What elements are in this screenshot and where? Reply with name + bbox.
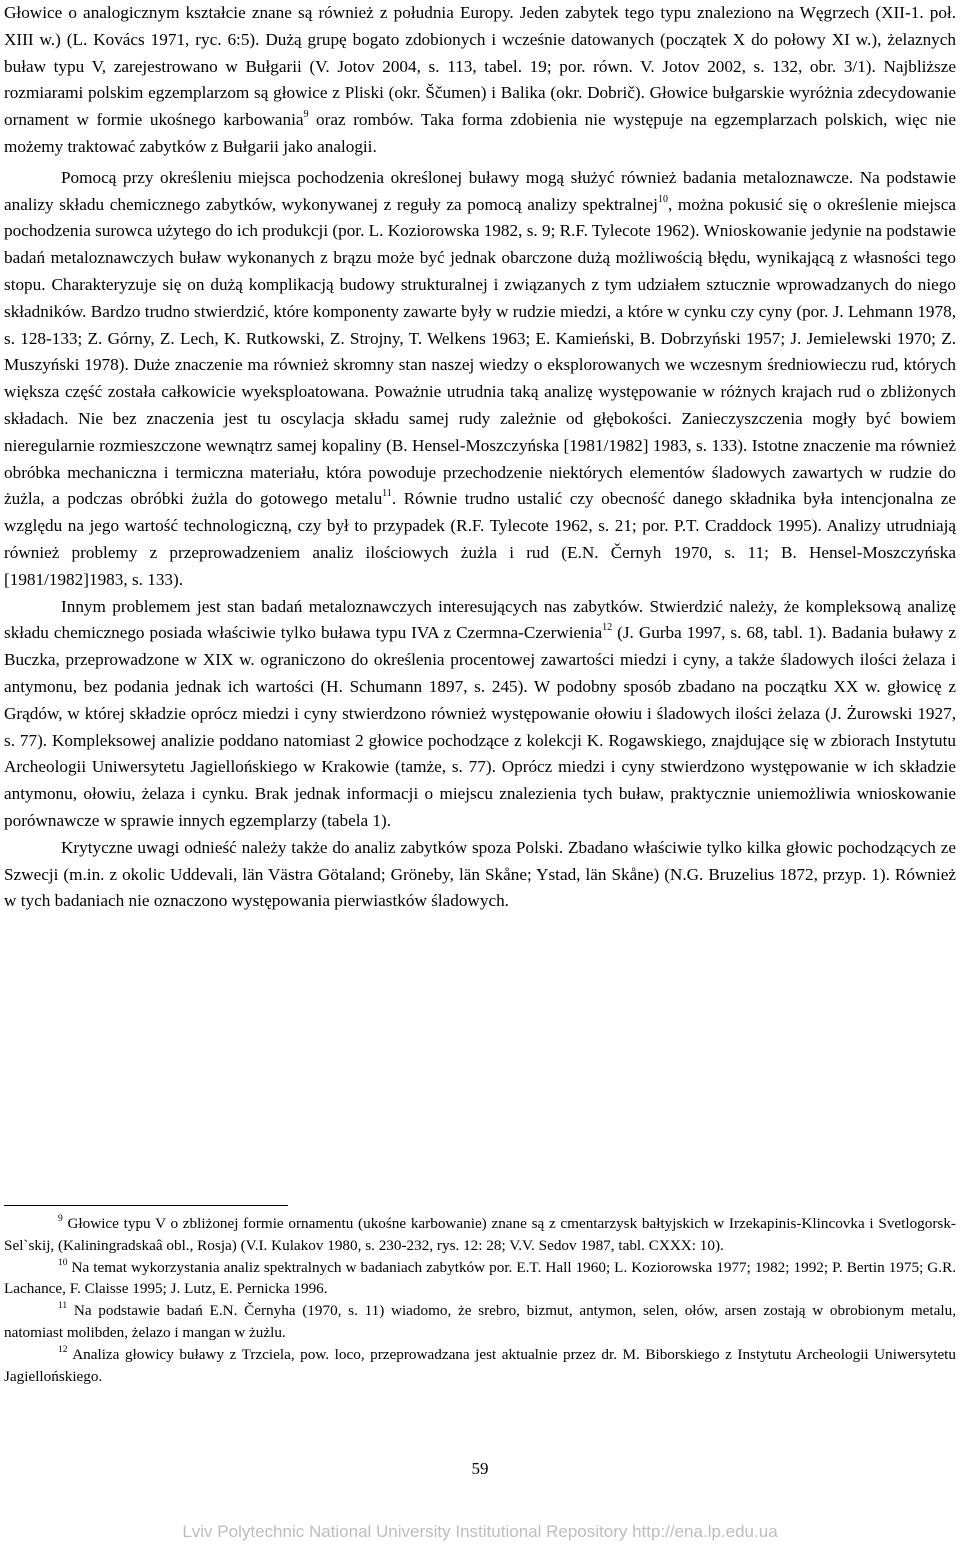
main-text — [4, 0, 956, 915]
footnote-9: $^9$ Głowice typu V o zbliżonej formie ornamentu (ukośne karbowanie) znane są z cmentarzysk bałtyjskich w Irzekapinis-Klincovka i Svetlogorsk-Sel`skij, (Kaliningradskaâ obl., Rosja) (V.I. Kulakov 1980, s. 230-232, rys. 12: 28; V.V. Sedov 1987, tabl. CXXX: 10). — [4, 1214, 956, 1254]
footnote-12: $^{12}$ Analiza głowicy buławy z Trzciela, pow. loco, przeprowadzana jest aktualnie przez dr. M. Biborskiego z Instytutu Archeologii Uniwersytetu Jagiellońskiego. — [4, 1344, 956, 1385]
footnote-separator — [4, 1205, 288, 1206]
paragraph-1: Głowice o analogicznym kształcie znane są również z południa Europy. Jeden zabytek tego typu znaleziono na Węgrzech (XII-1. poł. XIII w.) (L. Kovács 1971, ryc. 6:5). Dużą grupę bogato zdobionych i wcześnie datowanych (początek X do połowy XI w.), żelaznych buław typu V, zarejestrowano w Bułgarii (V. Jotov 2004, s. 113, tabel. 19; por. równ. V. Jotov 2002, s. 132, obr. 3/1). Najbliższe rozmiarami polskim egzemplarzom są głowice z Pliski (okr. Ščumen) i Balika (okr. Dobrič). Głowice bułgarskie wyróżnia zdecydowanie ornament w formie ukośnego karbowania$^9$ oraz rombów. Taka forma zdobienia nie występuje na egzemplarzach polskich, więc nie możemy traktować zabytków z Bułgarii jako analogii. — [4, 3, 957, 156]
footnote-ref-10[interactable]: 10 — [657, 193, 668, 205]
footnote-10: $^{10}$ Na temat wykorzystania analiz spektralnych w badaniach zabytków por. E.T. Hall 1960; L. Koziorowska 1977; 1982; 1992; P. Bertin 1975; G.R. Lachance, F. Claisse 1995; J. Lutz, E. Pernicka 1996. — [4, 1257, 956, 1298]
repository-footer[interactable]: Lviv Polytechnic National University Institutional Repository http://ena.lp.edu.ua — [182, 1522, 778, 1541]
paragraph-3: Innym problemem jest stan badań metaloznawczych interesujących nas zabytków. Stwierdzić należy, że kompleksową analizę składu chemicznego posiada właściwie tylko buława typu IVA z Czermna-Czerwienia$^{12}$ (J. Gurba 1997, s. 68, tabl. 1). Badania buławy z Buczka, przeprowadzone w XIX w. ograniczono do określenia procentowej zawartości miedzi i cyny, a także śladowych ilości żelaza i antymonu, bez podania jednak ich wartości (H. Schumann 1897, s. 245). W podobny sposób zbadano na początku XX w. głowicę z Grądów, w której składzie oprócz miedzi i cyny stwierdzono również występowanie ołowiu i śladowych ilości żelaza (J. Żurowski 1927, s. 77). Kompleksowej analizie poddano natomiast 2 głowice pochodzące z kolekcji K. Rogawskiego, znajdujące się w zbiorach Instytutu Archeologii Uniwersytetu Jagiellońskiego w Krakowie (tamże, s. 77). Oprócz miedzi i cyny stwierdzono występowanie w ich składzie antymonu, ołowiu, żelaza i cynku. Brak jednak informacji o miejscu znalezienia tych buław, praktycznie uniemożliwia wnioskowanie porównawcze w sprawie innych egzemplarzy (tabela 1). — [4, 596, 956, 830]
footnote-ref-11[interactable]: 11 — [382, 488, 392, 500]
footnotes — [4, 1213, 956, 1387]
page-number: 59 — [471, 1459, 489, 1478]
footnote-11: $^{11}$ Na podstawie badań E.N. Černyha (1970, s. 11) wiadomo, że srebro, bizmut, antymon, selen, ołów, arsen zostają w obrobionym metalu, natomiast molibden, żelazo i mangan w żużlu. — [4, 1301, 956, 1341]
footnote-ref-12[interactable]: 12 — [602, 622, 613, 634]
footnote-ref-9[interactable]: 9 — [303, 109, 309, 121]
paragraph-2: Pomocą przy określeniu miejsca pochodzenia określonej buławy mogą służyć również badania metaloznawcze. Na podstawie analizy składu chemicznego zabytków, wykonywanej z reguły za pomocą analizy spektralnej$^{10}$, można pokusić się o określenie miejsca pochodzenia surowca użytego do ich produkcji (por. L. Koziorowska 1982, s. 9; R.F. Tylecote 1962). Wnioskowanie jedynie na podstawie badań metaloznawczych buław wykonanych z brązu może być jednak obarczone dużą możliwością błędu, wynikającą z własności tego stopu. Charakteryzuje się on dużą komplikacją budowy strukturalnej i związanych z tym udziałem sztucznie wprowadzanych do niego składników. Bardzo trudno stwierdzić, które komponenty zawarte były w rudzie miedzi, a które w cynku czy cyny (por. J. Lehmann 1978, s. 128-133; Z. Górny, Z. Lech, K. Rutkowski, Z. Strojny, T. Welkens 1963; E. Kamieński, B. Dobrzyński 1957; J. Jemielewski 1970; Z. Muszyński 1978). Duże znaczenie ma również skromny stan naszej wiedzy o eksplorowanych we wczesnym średniowieczu rud, których większa część została całkowicie wyeksploatowana. Poważnie utrudnia taką analizę występowanie w różnych krajach rud o zbliżonych składach. Nie bez znaczenia jest tu oscylacja składu samej rudy zależnie od głębokości. Zanieczyszczenia mogły być bowiem nieregularnie rozmieszczone wewnątrz samej kopaliny (B. Hensel-Moszczyńska [1981/1982] 1983, s. 133). Istotne znaczenie ma również obróbka mechaniczna i termiczna materiału, która powoduje przechodzenie niektórych elementów śladowych zawartych w rudzie do żużla, a podczas obróbki żużla do gotowego metalu$^{11}$. Równie trudno ustalić czy obecność danego składnika była intencjonalna ze względu na jego wartość technologiczną, czy był to przypadek (R.F. Tylecote 1962, s. 21; por. P.T. Craddock 1995). Analizy utrudniają również problemy z przeprowadzeniem analiz ilościowych żużla i rud (E.N. Černyh 1970, s. 11; B. Hensel-Moszczyńska [1981/1982]1983, s. 133). — [4, 167, 956, 589]
paragraph-4: Krytyczne uwagi odnieść należy także do analiz zabytków spoza Polski. Zbadano właściwie tylko kilka głowic pochodzących ze Szwecji (m.in. z okolic Uddevali, län Västra Götaland; Gröneby, län Skåne; Ystad, län Skåne) (N.G. Bruzelius 1872, przyp. 1). Również w tych badaniach nie oznaczono występowania pierwiastków śladowych. — [4, 837, 956, 911]
